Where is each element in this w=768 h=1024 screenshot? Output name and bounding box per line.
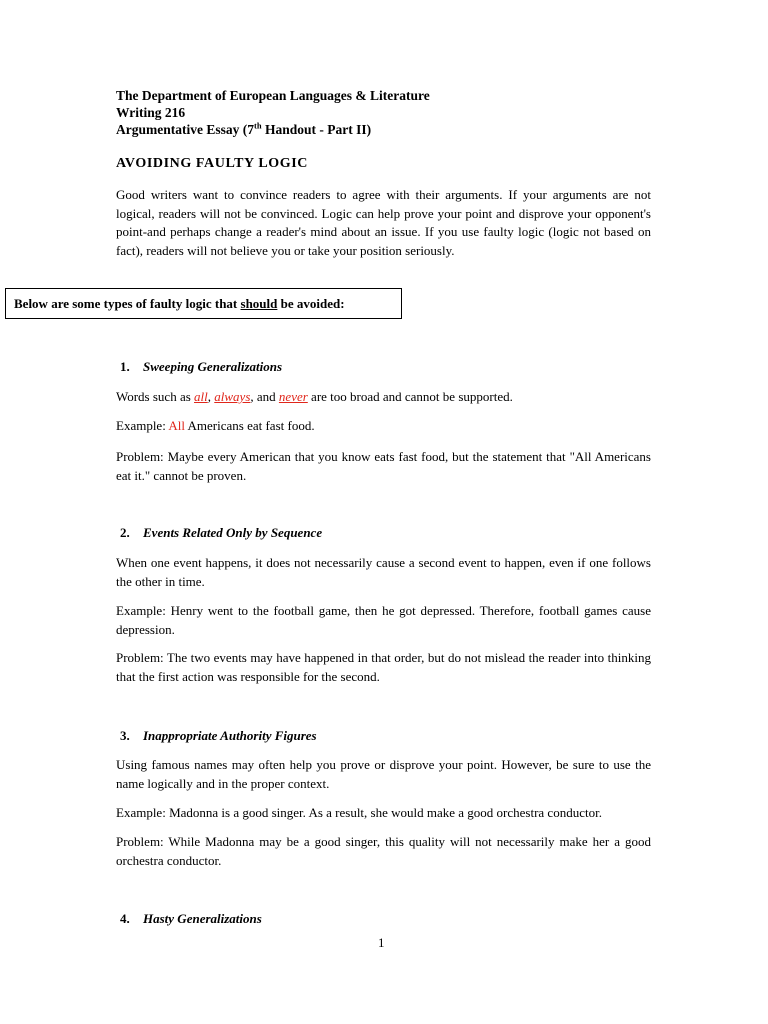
section-number: 1.: [120, 359, 130, 374]
handout-heading-suffix: Handout - Part II): [261, 122, 372, 137]
callout-emphasis: should: [240, 296, 278, 311]
section-heading-4: [120, 911, 262, 927]
page-title: AVOIDING FAULTY LOGIC: [116, 156, 309, 171]
section-2-example: Example: Henry went to the football game, then he got depressed. Therefore, football games cause depression.: [116, 603, 651, 637]
callout-text: [14, 296, 345, 312]
section-heading-2: [120, 525, 322, 541]
words-sep: , and: [250, 389, 279, 404]
section-number: 4.: [120, 911, 130, 926]
section-3-problem: Problem: While Madonna may be a good singer, this quality will not necessarily make her a good orchestra conductor.: [116, 834, 651, 868]
department-heading: The Department of European Languages & Literature: [116, 88, 430, 103]
words-prefix: Words such as: [116, 389, 195, 404]
section-3-example: Example: Madonna is a good singer. As a result, she would make a good orchestra conductor.: [116, 805, 602, 820]
example-prefix: Example:: [116, 418, 169, 433]
section-title: Hasty Generalizations: [143, 911, 262, 926]
section-heading-1: [120, 359, 282, 375]
section-title: Inappropriate Authority Figures: [143, 728, 317, 743]
section-number: 2.: [120, 525, 130, 540]
words-suffix: are too broad and cannot be supported.: [307, 389, 513, 404]
section-2-problem: Problem: The two events may have happened in that order, but do not mislead the reader into thinking that the first action was responsible for the second.: [116, 650, 651, 684]
section-1-words: [116, 388, 651, 407]
course-heading: Writing 216: [116, 105, 186, 120]
section-title: Events Related Only by Sequence: [143, 525, 323, 540]
handout-heading: [116, 121, 371, 138]
intro-paragraph: Good writers want to convince readers to agree with their arguments. If your arguments are not logical, readers will not be convinced. Logic can help prove your point and disprove your opponent's point-and perhaps change a reader's mind about an issue. If you use faulty logic (logic not based on fact), readers will not believe you or take your position seriously.: [116, 187, 651, 258]
handout-heading-prefix: Argumentative Essay (7: [116, 122, 254, 137]
section-title: Sweeping Generalizations: [143, 359, 283, 374]
callout-box: [5, 288, 402, 319]
example-suffix: Americans eat fast food.: [184, 418, 315, 433]
handout-heading-superscript: th: [254, 120, 262, 131]
callout-suffix: be avoided:: [277, 296, 345, 311]
section-3-body: Using famous names may often help you prove or disprove your point. However, be sure to use the name logically and in the proper context.: [116, 757, 651, 791]
highlight-word-always: always: [214, 389, 251, 404]
words-sep: ,: [207, 389, 215, 404]
section-heading-3: [120, 728, 317, 744]
section-1-problem: Problem: Maybe every American that you know eats fast food, but the statement that "All Americans eat it." cannot be proven.: [116, 449, 651, 483]
highlight-word-never: never: [278, 389, 308, 404]
callout-prefix: Below are some types of faulty logic that: [14, 296, 241, 311]
section-number: 3.: [120, 728, 130, 743]
example-highlight: All: [168, 418, 185, 433]
section-1-example: [116, 417, 651, 436]
page-number: 1: [378, 935, 385, 950]
section-2-body: When one event happens, it does not necessarily cause a second event to happen, even if one follows the other in time.: [116, 555, 651, 589]
highlight-word-all: all: [194, 389, 208, 404]
